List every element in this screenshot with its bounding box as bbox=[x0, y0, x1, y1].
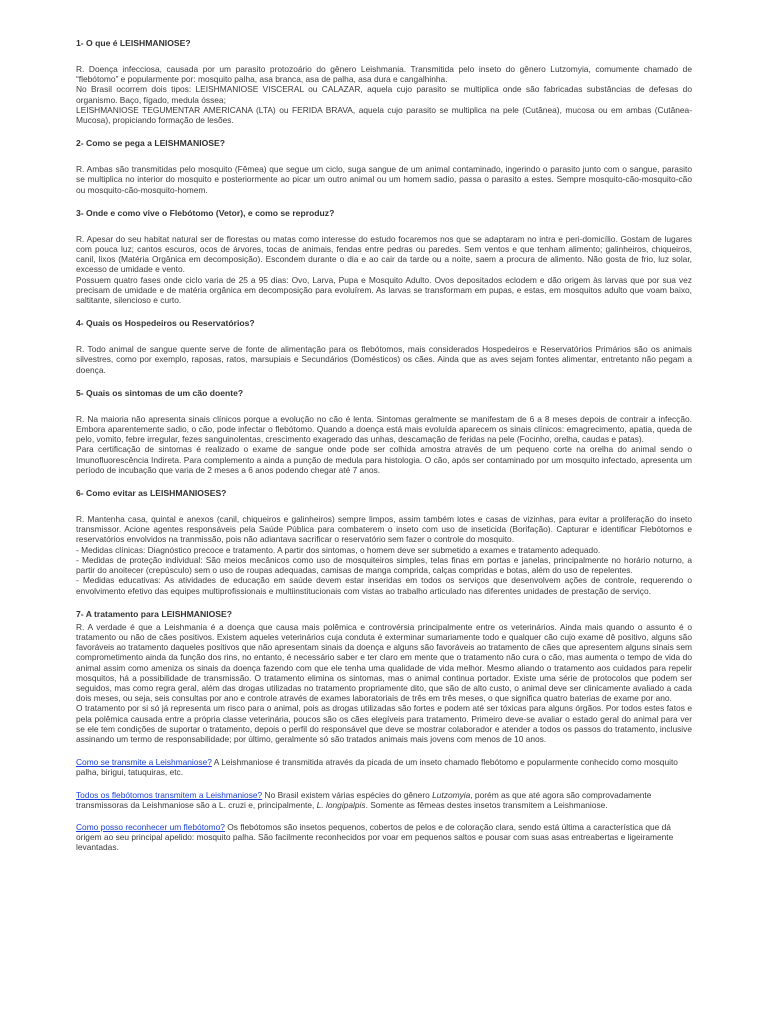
answer-paragraph: R. Ambas são transmitidas pelo mosquito (Fêmea) que segue um ciclo, suga sangue de um animal contaminado, ingerindo o parasito junto com o sangue, parasito se multiplica no interior do mosquito e posteriormente ao picar um outro animal ou um homem sadio, passa o parasito a estes. Sempre mosquito-cão-mosquito-cão ou mosquito-cão-mosquito-homem. bbox=[76, 164, 692, 195]
answer-paragraph: R. A verdade é que a Leishmania é a doença que causa mais polêmica e controvérsia principalmente entre os veterinários. Ainda mais quando o assunto é o tratamento ou não de cães positivos. Existem aqueles veterinários cuja conduta é exterminar sumariamente todo e qualquer cão cujo exame dê positivo, alguns são favoráveis ao tratamento daqueles positivos que não apresentam sinais da doença e alguns são favoráveis ao tratamento de cães que apresentem alguns sinais sem comprometimento ainda da função dos rins, no entanto, é necessário saber e ter claro em mente que o tratamento não cura o cão, mas aumenta o tempo de vida do animal assim como ameniza os sinais da doença fazendo com que ele tenha uma qualidade de vida melhor. Mesmo aliando o tratamento aos cuidados para repelir mosquitos, há a possibilidade de transmissão. O tratamento elimina os sintomas, mas o animal continua portador. Existe uma série de protocolos que podem ser seguidos, mas como regra geral, além das drogas utilizadas no tratamento propriamente dito, que são de alto custo, o animal deve ser clinicamente avaliado a cada dois meses, ou seja, seis consultas por ano e controle através de exames laboratoriais de três em três meses, o que significa quatro baterias de exame por ano. bbox=[76, 621, 692, 704]
answer-paragraph: R. Apesar do seu habitat natural ser de florestas ou matas como interesse do estudo focaremos nos que se adaptaram no intra e peri-domicílio. Gostam de lugares com pouca luz; cantos escuros, ocos de árvores, tocas de animais, fendas entre pedras ou paredes. Sem ventos e que tenham alimento; galinheiros, chiqueiros, canil, lixos (Matéria Orgânica em decomposição). Escondem durante o dia e ao cair da tarde ou a noite, saem a procura de alimento. Não gosta de frio, luz solar, excesso de umidade e vento. bbox=[76, 233, 692, 275]
question-heading: 4- Quais os Hospedeiros ou Reservatórios? bbox=[76, 318, 255, 329]
answer-paragraph: Possuem quatro fases onde ciclo varia de 25 a 95 dias: Ovo, Larva, Pupa e Mosquito Adulto. Ovos depositados eclodem e dão origem às larvas que por sua vez precisam de umidade e de matéria orgânica em decomposição para evoluírem. As larvas se transformam em pupas, e estas, em mosquitos adulto que voam baixo, saltitante, silencioso e curto. bbox=[76, 274, 692, 306]
question-heading: 3- Onde e como vive o Flebótomo (Vetor), e como se reproduz? bbox=[76, 207, 335, 218]
question-heading: 5- Quais os sintomas de um cão doente? bbox=[76, 387, 244, 398]
section-3 bbox=[76, 208, 692, 305]
answer-paragraph: - Medidas clínicas: Diagnóstico precoce e tratamento. A partir dos sintomas, o homem deve ser submetido a exames e tratamento adequado. bbox=[76, 544, 601, 555]
faq-answer-part: . Somente as fêmeas destes insetos transmitem a Leishmaniose. bbox=[365, 799, 608, 810]
answer-paragraph: O tratamento por si só já representa um risco para o animal, pois as drogas utilizadas são fortes e podem até ser tóxicas para alguns órgãos. Por todos estes fatos e pela polêmica causada entre a própria classe veterinária, poucos são os cães elegíveis para tratamento. Primeiro deve-se avaliar o estado geral do animal para ver se ele tem condições de suportar o tratamento, depois o perfil do responsável que deve se mostrar colaborador e atender a todos os passos do tratamento, inclusive assinando um termo de responsabilidade; por último, geralmente só são tratados animais mais jovens com menos de 10 anos. bbox=[76, 703, 692, 744]
section-2 bbox=[76, 138, 692, 195]
answer-paragraph: - Medidas de proteção individual: São meios mecânicos como uso de mosquiteiros simples, telas finas em portas e janelas, principalmente no horário noturno, a partir do anoitecer (crepúsculo) sem o uso de roupas adequadas, camisas de manga comprida, calças compridas e botas, além do uso de repelentes. bbox=[76, 554, 692, 576]
faq-answer: Os flebótomos são insetos pequenos, cobertos de pelos e de coloração clara, sendo está última a característica que dá origem ao seu principal apelido: mosquito palha. São facilmente reconhecidos por voar em pequenos saltos e pousar com suas asas entreabertas e ligeiramente levantadas. bbox=[76, 821, 674, 853]
faq-answer-part: No Brasil existem várias espécies do gênero bbox=[262, 789, 433, 800]
answer-paragraph: Para certificação de sintomas é realizado o exame de sangue onde pode ser colhida amostra através de um pequeno corte na orelha do animal sendo o Imunofluorescência Indireta. Para complemento a ainda a punção de medula para histologia. O cão, após ser contaminado por um mosquito infectado, apresenta um período de incubação que varia de 2 meses a 6 anos podendo chegar até 7 anos. bbox=[76, 444, 692, 475]
faq-item-all-transmit bbox=[76, 790, 692, 810]
section-7 bbox=[76, 609, 692, 744]
section-1 bbox=[76, 38, 692, 125]
faq-answer-part: , porém as que até agora são comprovadamente transmissoras da Leishmaniose são a L. cruzi e, principalmente, bbox=[76, 789, 652, 810]
answer-paragraph: LEISHMANIOSE TEGUMENTAR AMERICANA (LTA) ou FERIDA BRAVA, aquela cujo parasito se multiplica na pele (Cutânea), mucosa ou em ambas (Cutânea-Mucosa), propiciando formação de lesões. bbox=[76, 104, 692, 126]
faq-answer-italic: L. longipalpis bbox=[316, 799, 366, 810]
answer-paragraph: R. Na maioria não apresenta sinais clínicos porque a evolução no cão é lenta. Sintomas geralmente se manifestam de 6 a 8 meses depois de contrair a infecção. Embora aparentemente sadio, o cão, pode infectar o flebótomo. Quando a doença está mais evoluída aparecem os sinais clínicos: emagrecimento, apatia, queda de pelo, vomito, febre irregular, fezes sanguinolentas, crescimento exagerado das unhas, descamação de feridas na pele (Focinho, orelha, caudas e patas). bbox=[76, 413, 692, 445]
faq-answer: A Leishmaniose é transmitida através da picada de um inseto chamado flebótomo e popularmente conhecido como mosquito palha, birigui, tatuquiras, etc. bbox=[76, 757, 678, 778]
section-6 bbox=[76, 488, 692, 596]
question-heading: 2- Como se pega a LEISHMANIOSE? bbox=[76, 138, 225, 149]
faq-link-recognize[interactable]: Como posso reconhecer um flebótomo? bbox=[76, 821, 225, 832]
faq-link-all-transmit[interactable]: Todos os flebótomos transmitem a Leishmaniose? bbox=[76, 789, 263, 800]
faq-item-recognize bbox=[76, 822, 692, 853]
question-heading: 1- O que é LEISHMANIOSE? bbox=[76, 38, 191, 48]
question-heading: 6- Como evitar as LEISHMANIOSES? bbox=[76, 488, 227, 499]
answer-paragraph: R. Mantenha casa, quintal e anexos (canil, chiqueiros e galinheiros) sempre limpos, assim também lotes e casas de vizinhas, para evitar a proliferação do inseto transmissor. Acione agentes responsáveis pela Saúde Pública para combaterem o inseto com uso de inseticida (Borifação). Capturar e identificar Flebótomos e reservatórios envolvidos na tranmissão, pois não adiantava sacrificar o reservatório sem fazer o controle do mosquito. bbox=[76, 514, 692, 545]
section-5 bbox=[76, 388, 692, 475]
section-4 bbox=[76, 318, 692, 375]
answer-paragraph: R. Todo animal de sangue quente serve de fonte de alimentação para os flebótomos, mais considerados Hospedeiros e Reservatórios Primários são os animais silvestres, como por exemplo, raposas, ratos, marsupiais e Secundários (Domésticos) os cães. Ainda que as aves sejam fontes alimentar, entretanto não pegam a doença. bbox=[76, 344, 692, 375]
faq-item-transmission bbox=[76, 757, 692, 777]
faq-link-transmission[interactable]: Como se transmite a Leishmaniose? bbox=[76, 757, 212, 768]
answer-paragraph: No Brasil ocorrem dois tipos: LEISHMANIOSE VISCERAL ou CALAZAR, aquela cujo parasito se multiplica onde são fabricadas substâncias de defesas do organismo. Baço, fígado, medula óssea; bbox=[76, 84, 692, 105]
answer-paragraph: R. Doença infecciosa, causada por um parasito protozoário do gênero Leishmania. Transmitida pelo inseto do gênero Lutzomyia, comumente chamado de “flebótomo” e popularmente por: mosquito palha, asa branca, asa de palha, asa dura e cangalhinha. bbox=[76, 64, 692, 85]
answer-paragraph: - Medidas educativas: As atividades de educação em saúde devem estar inseridas em todos os serviços que desenvolvem ações de controle, requerendo o envolvimento efetivo das equipes multiprofissionais e multiinstitucionais com vistas ao trabalho articulado nas diferentes unidades de prestação de serviço. bbox=[76, 575, 692, 596]
question-heading: 7- A tratamento para LEISHMANIOSE? bbox=[76, 608, 232, 619]
faq-answer-italic: Lutzomyia bbox=[432, 789, 471, 800]
